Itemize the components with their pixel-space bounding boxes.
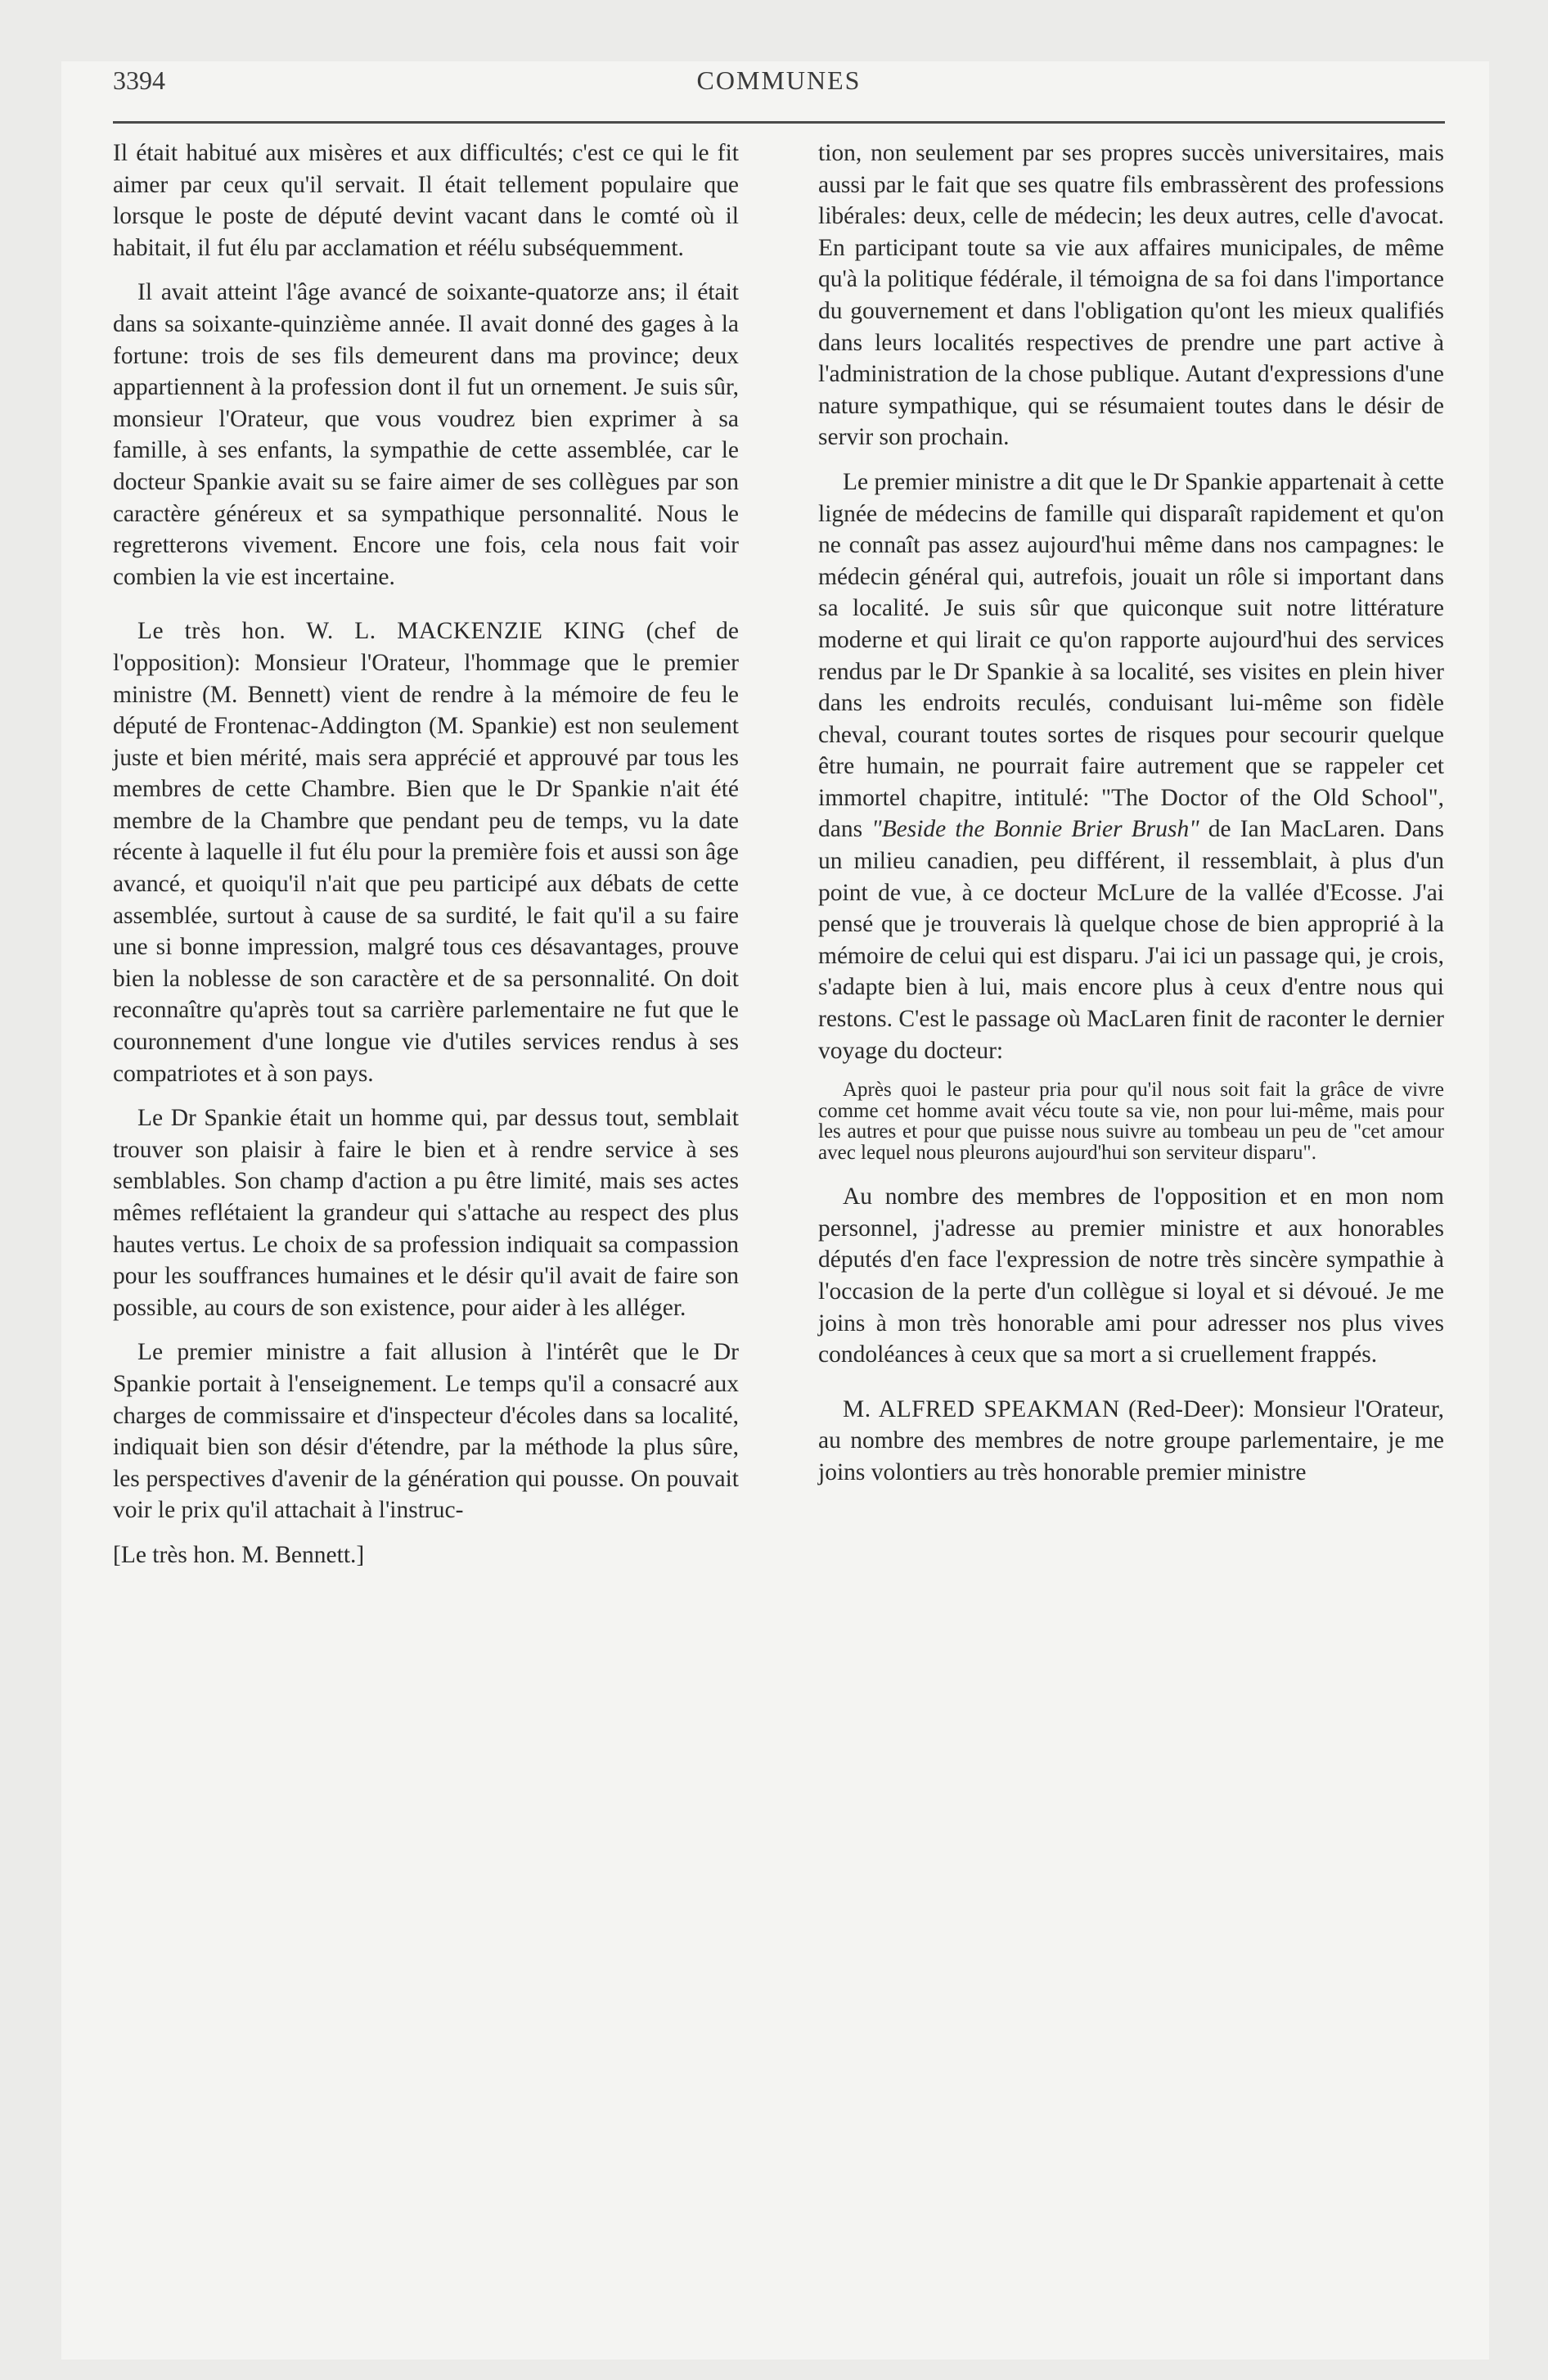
page-number: 3394 <box>113 65 165 95</box>
book-title: "Beside the Bonnie Brier Brush" <box>871 816 1199 843</box>
left-column <box>113 137 739 1584</box>
running-title: COMMUNES <box>696 65 862 95</box>
paragraph-text: Le premier ministre a dit que le Dr Spankie appartenait à cette lignée de médecins de famille qui disparaît rapidement et qu'on ne connaît pas assez aujourd'hui même dans nos campagnes: le médecin général qui, autrefois, jouait un rôle si important dans sa localité. Je suis sûr que quiconque suit notre littérature moderne et qui lirait ce qu'on rapporte aujourd'hui des services rendus par le Dr Spankie à sa localité, ses visites en plein hiver dans les endroits reculés, conduisant lui-même son fidèle cheval, courant toutes sortes de risques pour secourir quelque être humain, ne pourrait faire autrement que se rappeler cet immortel chapitre, intitulé: "The Doctor of the Old School", dans <box>818 468 1444 843</box>
speaker-reference: [Le très hon. M. Bennett.] <box>113 1541 365 1568</box>
right-column <box>818 137 1444 1502</box>
header-rule <box>113 121 1445 124</box>
paragraph: Il avait atteint l'âge avancé de soixante-quatorze ans; il était dans sa soixante-quinzième année. Il avait donné des gages à la fortune: trois de ses fils demeurent dans ma province; deux appartiennent à la profession dont il fut un ornement. Je suis sûr, monsieur l'Orateur, que vous voudrez bien exprimer à sa famille, à ses enfants, la sympathie de cette assemblée, car le docteur Spankie avait su se faire aimer de ses collègues par son caractère généreux et sa sympathique personnalité. Nous le regretterons vivement. Encore une fois, cela nous fait voir combien la vie est incertaine. <box>113 279 739 590</box>
paragraph: Le Dr Spankie était un homme qui, par dessus tout, semblait trouver son plaisir à faire le bien et à rendre service à ses semblables. Son champ d'action a pu être limité, mais ses actes mêmes reflétaient la grandeur qui s'attache au respect des plus hautes vertus. Le choix de sa profession indiquait sa compassion pour les souffrances humaines et le désir qu'il avait de faire son possible, au cours de son existence, pour aider à les alléger. <box>113 1105 739 1321</box>
speech-text: (chef de l'opposition): Monsieur l'Orateur, l'hommage que le premier ministre (M. Bennett) vient de rendre à la mémoire de feu le député de Frontenac-Addington (M. Spankie) est non seulement juste et bien mérité, mais sera apprécié et approuvé par tous les membres de cette Chambre. Bien que le Dr Spankie n'ait été membre de la Chambre que pendant peu de temps, vu la date récente à laquelle il fut élu pour la première fois et aussi son âge avancé, et quoiqu'il n'ait que peu participé aux débats de cette assemblée, surtout à cause de sa surdité, le fait qu'il a su faire une si bonne impression, malgré tous ces désavantages, prouve bien la noblesse de son caractère et de sa personnalité. On doit reconnaître qu'après tout sa carrière parlementaire ne fut que le couronnement d'une longue vie d'utiles services rendus à ses compatriotes et à son pays. <box>113 618 739 1087</box>
paragraph: Il était habitué aux misères et aux difficultés; c'est ce qui le fit aimer par ceux qu'il servait. Il était tellement populaire que lorsque le poste de député devint vacant dans le comté où il habitait, il fut élu par acclamation et réélu subséquemment. <box>113 140 739 261</box>
paragraph: tion, non seulement par ses propres succès universitaires, mais aussi par le fait que ses quatre fils embrassèrent des professions libérales: deux, celle de médecin; les deux autres, celle d'avocat. En participant toute sa vie aux affaires municipales, de même qu'à la politique fédérale, il témoigna de sa foi dans l'importance du gouvernement et dans l'obligation qu'ont les mieux qualifiés dans leurs localités respectives de prendre une part active à l'administration de la chose publique. Autant d'expressions d'une nature sympathique, qui se résumaient toutes dans le désir de servir son prochain. <box>818 140 1444 451</box>
page-header <box>113 65 1445 115</box>
speech-text: (Red-Deer): Monsieur l'Orateur, au nombre des membres de notre groupe parlementaire, je me joins volontiers au très honorable premier ministre <box>818 1395 1444 1485</box>
speaker-name: Le très hon. W. L. MACKENZIE KING <box>137 618 626 645</box>
paragraph <box>818 467 1444 1066</box>
paragraph-text: de Ian MacLaren. Dans un milieu canadien, peu différent, il ressemblait, à plus d'un point de vue, à ce docteur McLure de la vallée d'Ecosse. J'ai pensé que je trouverais là quelque chose de bien approprié à la mémoire de celui qui est disparu. J'ai ici un passage qui, je crois, s'adapte bien à lui, mais encore plus à ceux d'entre nous qui restons. C'est le passage où MacLaren finit de raconter le dernier voyage du docteur: <box>818 816 1444 1064</box>
block-quote: Après quoi le pasteur pria pour qu'il nous soit fait la grâce de vivre comme cet homme avait vécu toute sa vie, non pour lui-même, mais pour les autres et pour que puisse nous suivre au tombeau un peu de "cet amour avec lequel nous pleurons aujourd'hui son serviteur disparu". <box>818 1079 1444 1164</box>
speech-mackenzie-king <box>113 615 739 1089</box>
paragraph: Au nombre des membres de l'opposition et en mon nom personnel, j'adresse au premier ministre et aux honorables députés d'en face l'expression de notre très sincère sympathie à l'occasion de la perte d'un collègue si loyal et si dévoué. Je me joins à mon très honorable ami pour adresser nos plus vives condoléances à ceux que sa mort a si cruellement frappés. <box>818 1183 1444 1368</box>
speaker-name: M. ALFRED SPEAKMAN <box>843 1395 1120 1422</box>
speech-speakman <box>818 1394 1444 1489</box>
paragraph: Le premier ministre a fait allusion à l'intérêt que le Dr Spankie portait à l'enseignement. Le temps qu'il a consacré aux charges de commissaire et d'inspecteur d'écoles dans sa localité, indiquait bien son désir d'étendre, par la méthode la plus sûre, les perspectives d'avenir de la génération qui pousse. On pouvait voir le prix qu'il attachait à l'instruc- <box>113 1339 739 1524</box>
